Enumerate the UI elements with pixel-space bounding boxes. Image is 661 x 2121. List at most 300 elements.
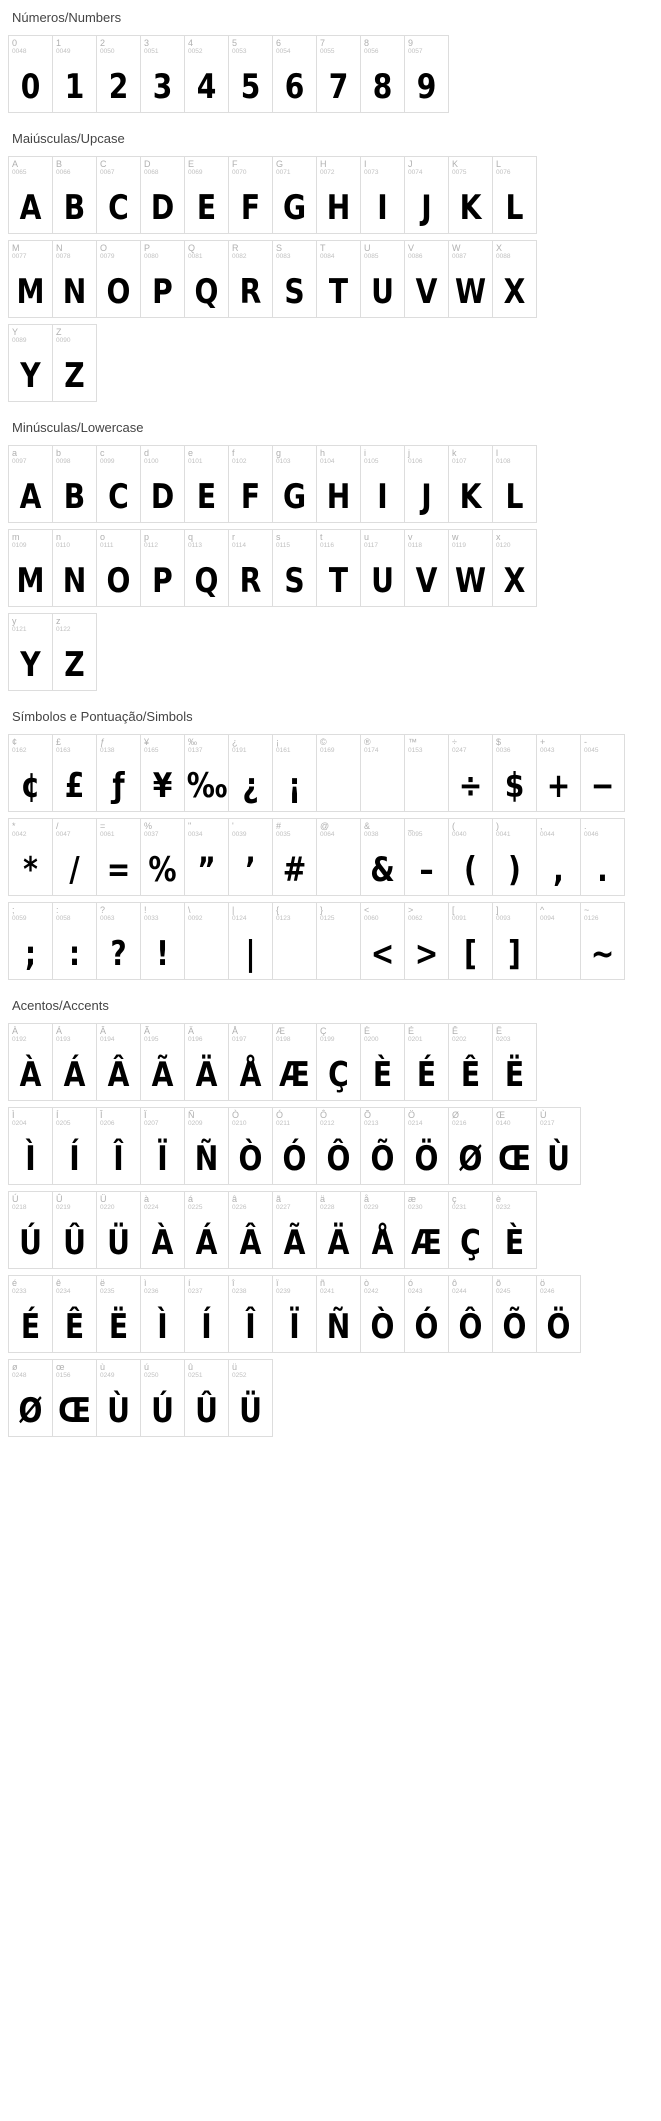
glyph-cell[interactable]	[228, 1359, 273, 1437]
glyph-cell[interactable]	[52, 1359, 97, 1437]
glyph-preview: Á	[63, 1055, 86, 1095]
glyph-preview: Í	[69, 1139, 80, 1179]
glyph-char-code: 0114	[232, 542, 246, 549]
glyph-char-label: Ö	[408, 1110, 416, 1120]
glyph-cell[interactable]	[8, 529, 53, 607]
glyph-cell[interactable]	[140, 1107, 185, 1185]
glyph-cell[interactable]	[96, 818, 141, 896]
glyph-char-label: s	[276, 532, 281, 542]
glyph-char-label: ^	[540, 905, 545, 915]
glyph-cell[interactable]	[228, 240, 273, 318]
glyph-preview: |	[245, 934, 256, 974]
glyph-char-code: 0072	[320, 169, 335, 176]
glyph-char-label: À	[12, 1026, 19, 1036]
glyph-char-code: 0038	[364, 831, 379, 838]
glyph-char-label: j	[408, 448, 410, 458]
glyph-char-code: 0062	[408, 915, 423, 922]
glyph-preview: R	[239, 561, 262, 601]
glyph-char-label: ¿	[232, 737, 238, 747]
glyph-char-label: p	[144, 532, 150, 542]
glyph-cell[interactable]	[580, 734, 625, 812]
glyph-char-label: œ	[56, 1362, 65, 1372]
glyph-cell[interactable]	[404, 445, 449, 523]
glyph-cell[interactable]	[316, 818, 361, 896]
glyph-cell[interactable]	[536, 902, 581, 980]
glyph-char-label: ñ	[320, 1278, 326, 1288]
glyph-preview: Ø	[458, 1139, 483, 1179]
glyph-cell[interactable]	[52, 324, 97, 402]
glyph-char-label: 5	[232, 38, 238, 48]
glyph-char-code: 0065	[12, 169, 27, 176]
glyph-cell[interactable]	[316, 156, 361, 234]
glyph-preview: ÷	[458, 766, 483, 806]
glyph-preview: K	[459, 188, 482, 228]
glyph-char-label: h	[320, 448, 326, 458]
glyph-cell[interactable]	[52, 613, 97, 691]
glyph-preview: F	[240, 188, 261, 228]
glyph-cell[interactable]	[140, 1275, 185, 1353]
glyph-cell[interactable]	[140, 734, 185, 812]
glyph-cell[interactable]	[360, 734, 405, 812]
glyph-cell[interactable]	[96, 529, 141, 607]
glyph-char-label: ÷	[452, 737, 457, 747]
glyph-cell[interactable]	[580, 818, 625, 896]
glyph-cell[interactable]	[492, 445, 537, 523]
glyph-cell[interactable]	[316, 902, 361, 980]
glyph-preview: K	[459, 477, 482, 517]
glyph-cell[interactable]	[96, 902, 141, 980]
glyph-cell[interactable]	[8, 1275, 53, 1353]
glyph-cell[interactable]	[184, 156, 229, 234]
glyph-cell[interactable]	[272, 35, 317, 113]
glyph-preview: A	[19, 477, 42, 517]
glyph-cell[interactable]	[360, 240, 405, 318]
glyph-char-code: 0242	[364, 1288, 379, 1295]
glyph-char-label: V	[408, 243, 415, 253]
glyph-cell[interactable]	[8, 818, 53, 896]
glyph-char-label: R	[232, 243, 239, 253]
glyph-char-label: Œ	[496, 1110, 505, 1120]
glyph-cell[interactable]	[360, 35, 405, 113]
glyph-cell[interactable]	[228, 1275, 273, 1353]
glyph-cell[interactable]	[316, 35, 361, 113]
glyph-cell[interactable]	[492, 1191, 537, 1269]
glyph-cell[interactable]	[96, 1359, 141, 1437]
glyph-char-code: 0086	[408, 253, 423, 260]
glyph-char-label: y	[12, 616, 17, 626]
glyph-char-code: 0250	[144, 1372, 159, 1379]
glyph-cell[interactable]	[580, 902, 625, 980]
glyph-cell[interactable]	[140, 240, 185, 318]
glyph-cell[interactable]	[272, 734, 317, 812]
glyph-cell[interactable]	[52, 734, 97, 812]
glyph-cell[interactable]	[96, 156, 141, 234]
glyph-cell[interactable]	[8, 1023, 53, 1101]
glyph-cell[interactable]	[96, 35, 141, 113]
glyph-char-code: 0061	[100, 831, 115, 838]
glyph-char-label: ¢	[12, 737, 18, 747]
glyph-preview: Y	[20, 356, 41, 396]
glyph-cell[interactable]	[272, 1191, 317, 1269]
glyph-char-label: =	[100, 821, 106, 831]
glyph-cell[interactable]	[448, 529, 493, 607]
glyph-preview: Ø	[18, 1391, 43, 1431]
glyph-preview: Ü	[107, 1223, 130, 1263]
glyph-preview: Ú	[19, 1223, 42, 1263]
glyph-section	[8, 131, 653, 402]
glyph-cell[interactable]	[448, 1275, 493, 1353]
glyph-cell[interactable]	[360, 902, 405, 980]
glyph-char-code: 0085	[364, 253, 379, 260]
glyph-cell[interactable]	[316, 1275, 361, 1353]
glyph-preview: S	[284, 272, 305, 312]
glyph-cell[interactable]	[184, 1023, 229, 1101]
glyph-preview: Ñ	[326, 1307, 351, 1347]
glyph-cell[interactable]	[52, 1023, 97, 1101]
glyph-cell[interactable]	[228, 902, 273, 980]
glyph-preview: P	[152, 272, 173, 312]
glyph-cell[interactable]	[404, 1107, 449, 1185]
glyph-cell[interactable]	[360, 1023, 405, 1101]
glyph-char-code: 0046	[584, 831, 599, 838]
glyph-char-code: 0115	[276, 542, 290, 549]
glyph-cell[interactable]	[140, 1359, 185, 1437]
glyph-cell[interactable]	[52, 1191, 97, 1269]
glyph-preview: Ó	[282, 1139, 307, 1179]
glyph-char-code: 0070	[232, 169, 247, 176]
glyph-char-label: Y	[12, 327, 19, 337]
glyph-char-code: 0201	[408, 1036, 423, 1043]
glyph-char-label: c	[100, 448, 105, 458]
glyph-cell[interactable]	[272, 529, 317, 607]
glyph-char-label: G	[276, 159, 284, 169]
glyph-cell[interactable]	[8, 613, 53, 691]
glyph-cell[interactable]	[140, 902, 185, 980]
glyph-preview: 2	[108, 67, 129, 107]
glyph-char-label: û	[188, 1362, 194, 1372]
glyph-cell[interactable]	[316, 240, 361, 318]
glyph-cell[interactable]	[184, 1191, 229, 1269]
glyph-char-label: ‰	[188, 737, 197, 747]
glyph-char-label: Í	[56, 1110, 59, 1120]
glyph-cell[interactable]	[316, 1107, 361, 1185]
glyph-char-code: 0079	[100, 253, 115, 260]
glyph-cell[interactable]	[448, 1107, 493, 1185]
glyph-char-label: 1	[56, 38, 62, 48]
glyph-cell[interactable]	[52, 818, 97, 896]
glyph-char-code: 0105	[364, 458, 379, 465]
glyph-preview: ~	[590, 934, 615, 974]
glyph-cell[interactable]	[96, 734, 141, 812]
glyph-char-code: 0162	[12, 747, 27, 754]
glyph-cell[interactable]	[184, 445, 229, 523]
glyph-cell[interactable]	[492, 240, 537, 318]
glyph-char-label: ø	[12, 1362, 18, 1372]
glyph-cell[interactable]	[228, 1191, 273, 1269]
glyph-char-code: 0068	[144, 169, 159, 176]
glyph-cell[interactable]	[492, 818, 537, 896]
glyph-cell[interactable]	[96, 1275, 141, 1353]
glyph-char-label: _	[408, 821, 414, 831]
section-title: Números/Numbers	[12, 10, 122, 25]
section-title: Minúsculas/Lowercase	[12, 420, 144, 435]
glyph-cell[interactable]	[272, 1023, 317, 1101]
glyph-cell[interactable]	[228, 1023, 273, 1101]
glyph-char-label: Ø	[452, 1110, 460, 1120]
glyph-char-code: 0225	[188, 1204, 203, 1211]
glyph-char-code: 0252	[232, 1372, 247, 1379]
glyph-cell[interactable]	[8, 902, 53, 980]
glyph-cell[interactable]	[360, 1275, 405, 1353]
glyph-cell[interactable]	[404, 529, 449, 607]
glyph-cell[interactable]	[8, 734, 53, 812]
glyph-cell[interactable]	[448, 734, 493, 812]
glyph-char-code: 0161	[276, 747, 291, 754]
glyph-cell[interactable]	[184, 734, 229, 812]
glyph-char-label: I	[364, 159, 367, 169]
glyph-preview: U	[371, 561, 394, 601]
glyph-cell[interactable]	[8, 35, 53, 113]
glyph-cell[interactable]	[52, 529, 97, 607]
glyph-char-code: 0034	[188, 831, 203, 838]
glyph-cell[interactable]	[140, 529, 185, 607]
glyph-preview: −	[590, 766, 615, 806]
glyph-cell[interactable]	[52, 445, 97, 523]
glyph-cell[interactable]	[448, 1023, 493, 1101]
glyph-preview: Ü	[239, 1391, 262, 1431]
glyph-char-label: z	[56, 616, 61, 626]
glyph-cell[interactable]	[8, 1191, 53, 1269]
glyph-cell[interactable]	[8, 1107, 53, 1185]
glyph-char-label: T	[320, 243, 326, 253]
glyph-cell[interactable]	[184, 818, 229, 896]
glyph-char-code: 0041	[496, 831, 511, 838]
glyph-row	[8, 445, 653, 523]
glyph-char-label: ®	[364, 737, 371, 747]
glyph-cell[interactable]	[404, 734, 449, 812]
glyph-cell[interactable]	[228, 1107, 273, 1185]
glyph-cell[interactable]	[316, 1023, 361, 1101]
glyph-char-label: Û	[56, 1194, 63, 1204]
glyph-preview: É	[416, 1055, 437, 1095]
glyph-cell[interactable]	[140, 156, 185, 234]
glyph-char-code: 0074	[408, 169, 423, 176]
glyph-char-code: 0234	[56, 1288, 71, 1295]
glyph-cell[interactable]	[272, 1275, 317, 1353]
glyph-preview: )	[508, 850, 521, 890]
glyph-cell[interactable]	[96, 445, 141, 523]
glyph-char-code: 0084	[320, 253, 335, 260]
glyph-char-label: g	[276, 448, 282, 458]
glyph-cell[interactable]	[272, 1107, 317, 1185]
glyph-cell[interactable]	[228, 529, 273, 607]
glyph-cell[interactable]	[448, 240, 493, 318]
glyph-cell[interactable]	[8, 240, 53, 318]
glyph-cell[interactable]	[228, 818, 273, 896]
glyph-char-code: 0045	[584, 747, 599, 754]
glyph-char-code: 0040	[452, 831, 467, 838]
glyph-cell[interactable]	[8, 156, 53, 234]
glyph-char-code: 0083	[276, 253, 291, 260]
glyph-cell[interactable]	[316, 734, 361, 812]
glyph-preview: È	[504, 1223, 525, 1263]
glyph-cell[interactable]	[52, 1107, 97, 1185]
glyph-cell[interactable]	[404, 902, 449, 980]
glyph-cell[interactable]	[448, 902, 493, 980]
glyph-row	[8, 734, 653, 812]
glyph-char-code: 0163	[56, 747, 71, 754]
section-title: Maiúsculas/Upcase	[12, 131, 125, 146]
glyph-preview: ”	[197, 850, 216, 890]
glyph-char-code: 0228	[320, 1204, 335, 1211]
glyph-cell[interactable]	[448, 1191, 493, 1269]
glyph-char-code: 0207	[144, 1120, 159, 1127]
glyph-section	[8, 420, 653, 691]
glyph-preview: .	[597, 850, 608, 890]
glyph-char-code: 0093	[496, 915, 511, 922]
glyph-char-label: m	[12, 532, 20, 542]
glyph-cell[interactable]	[316, 529, 361, 607]
glyph-cell[interactable]	[96, 1023, 141, 1101]
glyph-cell[interactable]	[184, 1275, 229, 1353]
glyph-cell[interactable]	[492, 734, 537, 812]
glyph-cell[interactable]	[272, 445, 317, 523]
glyph-char-code: 0106	[408, 458, 423, 465]
glyph-char-code: 0077	[12, 253, 27, 260]
glyph-cell[interactable]	[448, 156, 493, 234]
glyph-char-code: 0232	[496, 1204, 511, 1211]
glyph-preview: N	[62, 561, 87, 601]
glyph-cell[interactable]	[140, 35, 185, 113]
glyph-cell[interactable]	[228, 156, 273, 234]
glyph-cell[interactable]	[448, 445, 493, 523]
glyph-cell[interactable]	[96, 1107, 141, 1185]
glyph-cell[interactable]	[536, 734, 581, 812]
glyph-preview: Ï	[157, 1139, 168, 1179]
glyph-char-code: 0097	[12, 458, 27, 465]
glyph-char-label: Î	[100, 1110, 103, 1120]
glyph-cell[interactable]	[492, 529, 537, 607]
glyph-char-code: 0053	[232, 48, 247, 55]
glyph-cell[interactable]	[492, 902, 537, 980]
glyph-cell[interactable]	[492, 1023, 537, 1101]
glyph-preview: ,	[553, 850, 564, 890]
glyph-cell[interactable]	[404, 818, 449, 896]
glyph-cell[interactable]	[492, 1107, 537, 1185]
glyph-cell[interactable]	[140, 818, 185, 896]
glyph-cell[interactable]	[52, 902, 97, 980]
glyph-cell[interactable]	[492, 156, 537, 234]
glyph-cell[interactable]	[184, 1107, 229, 1185]
glyph-char-label: >	[408, 905, 414, 915]
glyph-cell[interactable]	[272, 240, 317, 318]
glyph-cell[interactable]	[184, 1359, 229, 1437]
glyph-char-label: 4	[188, 38, 194, 48]
glyph-cell[interactable]	[316, 1191, 361, 1269]
glyph-char-label: n	[56, 532, 62, 542]
glyph-cell[interactable]	[8, 1359, 53, 1437]
glyph-cell[interactable]	[404, 240, 449, 318]
glyph-char-label: +	[540, 737, 546, 747]
glyph-cell[interactable]	[536, 1275, 581, 1353]
glyph-cell[interactable]	[184, 240, 229, 318]
glyph-cell[interactable]	[96, 240, 141, 318]
glyph-row	[8, 613, 653, 691]
glyph-char-code: 0237	[188, 1288, 203, 1295]
glyph-char-code: 0108	[496, 458, 511, 465]
glyph-cell[interactable]	[140, 1191, 185, 1269]
glyph-cell[interactable]	[140, 445, 185, 523]
glyph-cell[interactable]	[272, 818, 317, 896]
glyph-cell[interactable]	[52, 1275, 97, 1353]
glyph-preview: ¥	[152, 766, 173, 806]
glyph-char-code: 0204	[12, 1120, 27, 1127]
glyph-char-label: $	[496, 737, 502, 747]
glyph-cell[interactable]	[404, 1191, 449, 1269]
glyph-cell[interactable]	[316, 445, 361, 523]
glyph-cell[interactable]	[228, 445, 273, 523]
glyph-char-code: 0251	[188, 1372, 203, 1379]
glyph-cell[interactable]	[8, 324, 53, 402]
glyph-preview: ?	[110, 934, 127, 974]
glyph-char-code: 0118	[408, 542, 422, 549]
glyph-cell[interactable]	[96, 1191, 141, 1269]
glyph-cell[interactable]	[536, 818, 581, 896]
glyph-cell[interactable]	[52, 240, 97, 318]
glyph-cell[interactable]	[360, 1191, 405, 1269]
glyph-char-label: x	[496, 532, 501, 542]
glyph-cell[interactable]	[228, 734, 273, 812]
glyph-cell[interactable]	[404, 156, 449, 234]
glyph-cell[interactable]	[184, 902, 229, 980]
glyph-cell[interactable]	[536, 1107, 581, 1185]
glyph-cell[interactable]	[360, 529, 405, 607]
glyph-char-code: 0193	[56, 1036, 71, 1043]
glyph-cell[interactable]	[52, 35, 97, 113]
glyph-preview: G	[282, 477, 307, 517]
glyph-cell[interactable]	[360, 1107, 405, 1185]
glyph-section	[8, 709, 653, 980]
glyph-cell[interactable]	[360, 445, 405, 523]
glyph-cell[interactable]	[272, 902, 317, 980]
glyph-char-label: ™	[408, 737, 417, 747]
glyph-char-code: 0047	[56, 831, 71, 838]
glyph-cell[interactable]	[404, 1275, 449, 1353]
glyph-char-code: 0066	[56, 169, 71, 176]
glyph-cell[interactable]	[492, 1275, 537, 1353]
glyph-cell[interactable]	[184, 35, 229, 113]
glyph-cell[interactable]	[184, 529, 229, 607]
glyph-cell[interactable]	[360, 818, 405, 896]
glyph-preview: Ó	[414, 1307, 439, 1347]
glyph-cell[interactable]	[8, 445, 53, 523]
glyph-char-code: 0037	[144, 831, 159, 838]
glyph-cell[interactable]	[404, 1023, 449, 1101]
glyph-cell[interactable]	[52, 156, 97, 234]
glyph-char-label: 7	[320, 38, 326, 48]
glyph-specimen-page	[0, 10, 661, 1475]
glyph-cell[interactable]	[272, 156, 317, 234]
glyph-cell[interactable]	[404, 35, 449, 113]
glyph-cell[interactable]	[140, 1023, 185, 1101]
glyph-cell[interactable]	[360, 156, 405, 234]
glyph-char-label: Ú	[12, 1194, 19, 1204]
glyph-cell[interactable]	[228, 35, 273, 113]
glyph-preview: Î	[245, 1307, 256, 1347]
glyph-cell[interactable]	[448, 818, 493, 896]
glyph-char-label: Õ	[364, 1110, 372, 1120]
glyph-char-code: 0076	[496, 169, 511, 176]
